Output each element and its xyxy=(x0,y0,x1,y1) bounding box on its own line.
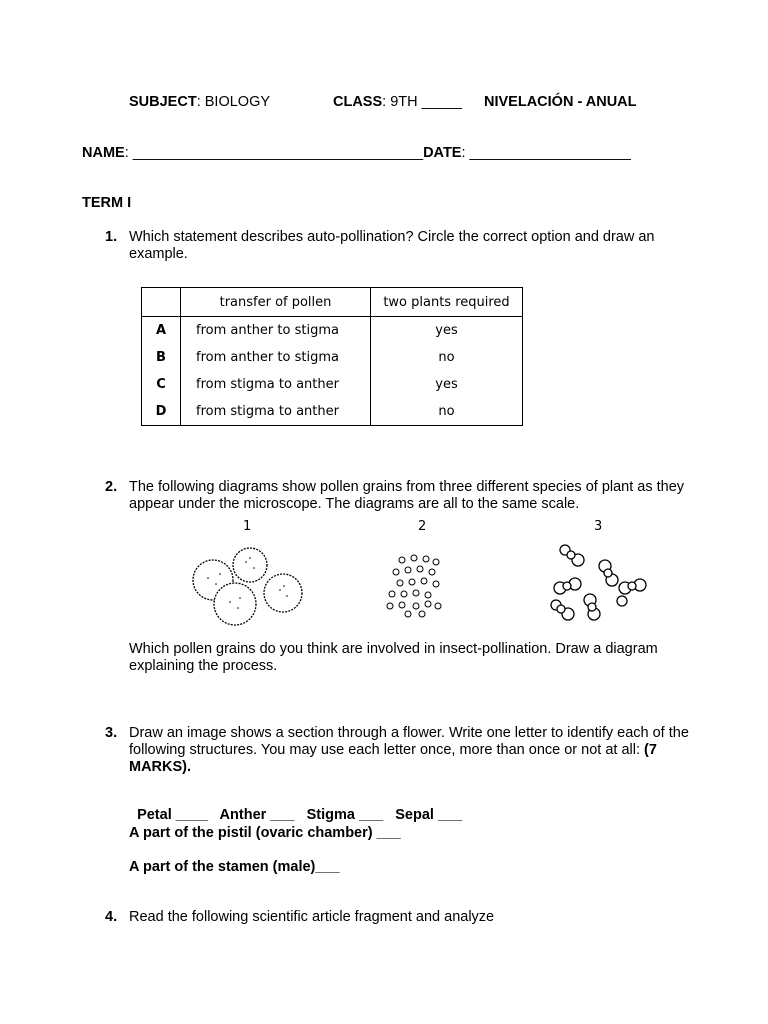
pollen-type-3-winged xyxy=(551,545,646,620)
name-blank: : ____________________________________ xyxy=(124,145,424,161)
pollen-grains-figure xyxy=(180,538,660,638)
q3-pistil: A part of the pistil (ovaric chamber) ___ xyxy=(129,825,401,841)
q3-parts-line xyxy=(129,791,462,823)
term-title: TERM I xyxy=(82,195,132,211)
date-label: DATE xyxy=(423,145,462,161)
option-two-plants: yes xyxy=(435,323,458,338)
figure-label-1: 1 xyxy=(243,519,252,534)
header-class xyxy=(333,94,462,110)
q1-number: 1. xyxy=(105,229,118,245)
q1-text: Which statement describes auto-pollination? Circle the correct option and draw an example. xyxy=(129,229,655,262)
figure-label-2: 2 xyxy=(418,519,427,534)
option-letter: D xyxy=(142,398,181,426)
q3-parts-blanks: Petal ____ Anther ___ Stigma ___ Sepal ___ xyxy=(137,807,463,823)
pollen-type-2-small xyxy=(387,555,441,617)
q1-options-table xyxy=(141,287,523,426)
q2-text: The following diagrams show pollen grains from three different species of plant as they appear under the microscope. The diagrams are all to the same scale. xyxy=(129,479,685,512)
subject-value: : BIOLOGY xyxy=(196,94,271,110)
option-transfer: from stigma to anther xyxy=(181,398,371,426)
option-two-plants: no xyxy=(438,350,455,365)
name-line xyxy=(82,145,631,161)
q3-stamen-line xyxy=(129,859,340,875)
q2-follow-up: Which pollen grains do you think are involved in insect-pollination. Draw a diagram explaining the process. xyxy=(129,641,658,674)
q3-pistil-line xyxy=(129,825,401,841)
pollen-type-1-spiky xyxy=(193,548,302,625)
table-header-cell xyxy=(142,288,181,317)
q3-number: 3. xyxy=(105,725,118,741)
table-row[interactable] xyxy=(142,317,523,345)
table-row[interactable] xyxy=(142,371,523,398)
name-label: NAME xyxy=(82,145,125,161)
q3-stamen: A part of the stamen (male)___ xyxy=(129,859,340,875)
q4-number: 4. xyxy=(105,909,118,925)
option-two-plants: yes xyxy=(435,377,458,392)
option-transfer: from anther to stigma xyxy=(181,344,371,371)
table-row[interactable] xyxy=(142,398,523,426)
q3-marks: (7 MARKS). xyxy=(129,742,657,775)
q3-instructions: Draw an image shows a section through a flower. Write one letter to identify each of the following structures. You may use each letter once, more than once or not at all: xyxy=(129,725,689,758)
program-label: NIVELACIÓN - ANUAL xyxy=(484,94,637,110)
q4-text: Read the following scientific article fragment and analyze xyxy=(129,909,495,925)
option-letter: A xyxy=(142,317,181,345)
header-subject xyxy=(129,94,270,110)
q3-text xyxy=(129,725,704,776)
q2-number: 2. xyxy=(105,479,118,495)
table-row[interactable] xyxy=(142,344,523,371)
table-header-cell: two plants required xyxy=(371,288,523,317)
class-label: CLASS xyxy=(333,94,383,110)
option-transfer: from anther to stigma xyxy=(181,317,371,345)
subject-label: SUBJECT xyxy=(129,94,197,110)
option-transfer: from stigma to anther xyxy=(181,371,371,398)
term-heading xyxy=(82,195,131,211)
option-two-plants: no xyxy=(438,404,455,419)
date-blank: : ____________________ xyxy=(461,145,631,161)
class-value: : 9TH _____ xyxy=(382,94,462,110)
option-letter: C xyxy=(142,371,181,398)
figure-label-3: 3 xyxy=(594,519,603,534)
table-header-row xyxy=(142,288,523,317)
header-program xyxy=(484,94,637,110)
option-letter: B xyxy=(142,344,181,371)
table-header-cell: transfer of pollen xyxy=(181,288,371,317)
